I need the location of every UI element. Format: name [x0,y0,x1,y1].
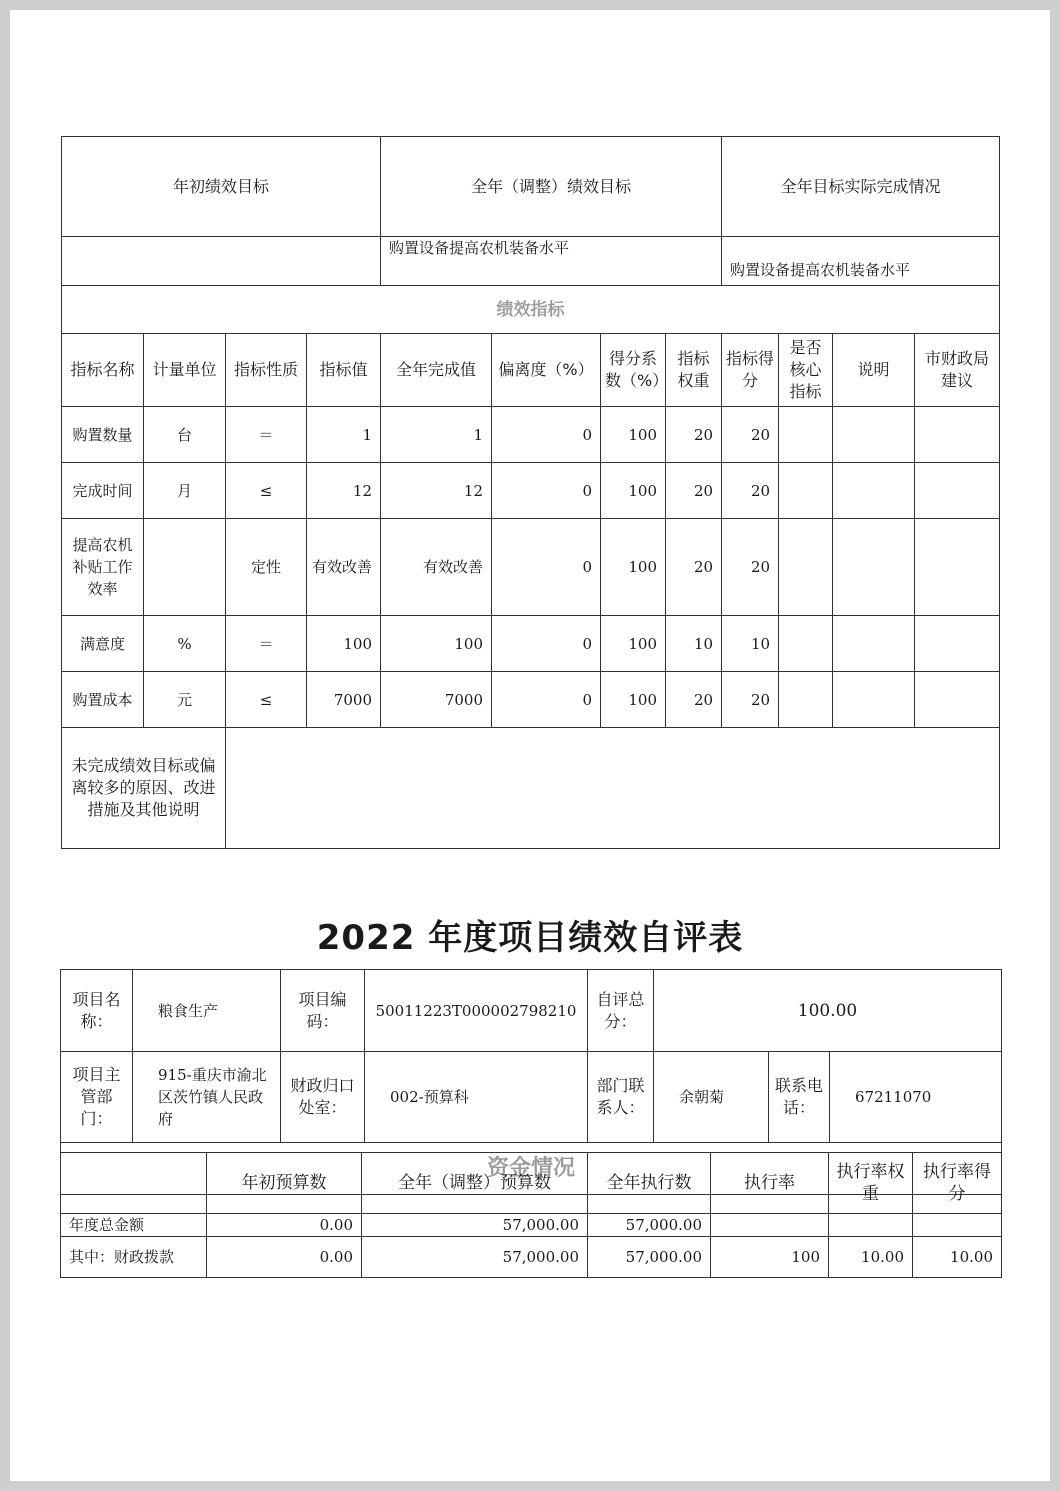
funds-adjusted: 57,000.00 [362,1214,588,1237]
funds-weight [829,1214,913,1237]
indicator-coef: 100 [601,672,666,728]
indicator-core [779,407,833,463]
indicator-weight: 20 [666,407,722,463]
funds-table [60,1152,1002,1278]
indicator-coef: 100 [601,616,666,672]
indicator-nature: 定性 [226,519,307,616]
project-name: 粮食生产 [133,970,281,1052]
indicator-actual: 7000 [381,672,492,728]
actual-completion-value: 购置设备提高农机装备水平 [722,237,1000,286]
funds-weight: 10.00 [829,1237,913,1278]
contact: 余朝菊 [654,1052,769,1143]
indicator-value: 12 [307,463,381,519]
indicator-weight: 20 [666,672,722,728]
funds-initial: 0.00 [207,1214,362,1237]
indicator-actual: 100 [381,616,492,672]
phone: 67211070 [830,1052,1002,1143]
indicator-advice [915,407,1000,463]
indicator-row [62,672,1000,728]
funds-section-title: 资金情况 [61,1143,1002,1195]
indicator-actual: 1 [381,407,492,463]
indicator-deviation: 0 [492,519,601,616]
funds-executed: 57,000.00 [588,1214,711,1237]
reason-label: 未完成绩效目标或偏离较多的原因、改进措施及其他说明 [62,728,226,849]
indicator-advice [915,519,1000,616]
funds-rate: 100 [711,1237,829,1278]
form-title: 2022 年度项目绩效自评表 [316,918,744,958]
indicator-unit: 元 [144,672,226,728]
indicator-name: 满意度 [62,616,144,672]
col-header-weight: 指标权重 [666,334,722,407]
office: 002-预算科 [365,1052,588,1143]
funds-score: 10.00 [913,1237,1002,1278]
funds-col-header-rate: 执行率 [711,1153,829,1214]
funds-col-header-initial: 年初预算数 [207,1153,362,1214]
indicator-note [833,463,915,519]
indicator-core [779,616,833,672]
col-header-name: 指标名称 [62,334,144,407]
indicator-actual: 12 [381,463,492,519]
indicator-score: 20 [722,463,779,519]
funds-executed: 57,000.00 [588,1237,711,1278]
col-header-actual: 全年完成值 [381,334,492,407]
indicator-note [833,519,915,616]
indicator-coef: 100 [601,463,666,519]
indicator-coef: 100 [601,407,666,463]
office-label: 财政归口处室： [281,1052,365,1143]
indicator-note [833,407,915,463]
funds-row-label: 其中：财政拨款 [61,1237,207,1278]
funds-rate [711,1214,829,1237]
col-header-coef: 得分系数（%） [601,334,666,407]
indicator-score: 20 [722,519,779,616]
indicator-nature: ＝ [226,616,307,672]
indicator-advice [915,672,1000,728]
col-header-unit: 计量单位 [144,334,226,407]
funds-header-row [61,1153,1002,1214]
indicator-value: 100 [307,616,381,672]
indicator-deviation: 0 [492,672,601,728]
adjusted-goal-value: 购置设备提高农机装备水平 [381,237,722,286]
actual-completion-header: 全年目标实际完成情况 [722,137,1000,237]
indicator-score: 20 [722,407,779,463]
col-header-value: 指标值 [307,334,381,407]
indicator-row [62,407,1000,463]
adjusted-goal-header: 全年（调整）绩效目标 [381,137,722,237]
indicator-score: 20 [722,672,779,728]
col-header-deviation: 偏离度（%） [492,334,601,407]
indicator-actual: 有效改善 [381,519,492,616]
indicator-core [779,463,833,519]
indicator-unit: 月 [144,463,226,519]
indicator-advice [915,616,1000,672]
phone-label: 联系电话： [769,1052,830,1143]
col-header-score: 指标得分 [722,334,779,407]
funds-row [61,1214,1002,1237]
funds-col-header-weight: 执行率权重 [829,1153,913,1214]
indicator-weight: 20 [666,519,722,616]
indicator-unit [144,519,226,616]
indicator-column-header-row [62,334,1000,407]
indicator-name: 提高农机补贴工作效率 [62,519,144,616]
self-score-label: 自评总分： [588,970,654,1052]
indicator-note [833,616,915,672]
funds-row [61,1237,1002,1278]
indicator-nature: ≤ [226,672,307,728]
indicator-unit: % [144,616,226,672]
col-header-core: 是否核心指标 [779,334,833,407]
initial-goal-value [62,237,381,286]
indicator-deviation: 0 [492,407,601,463]
indicator-nature: ＝ [226,407,307,463]
contact-label: 部门联系人： [588,1052,654,1143]
indicator-score: 10 [722,616,779,672]
indicator-row [62,463,1000,519]
indicator-value: 1 [307,407,381,463]
indicator-unit: 台 [144,407,226,463]
project-code-label: 项目编码： [281,970,365,1052]
initial-goal-header: 年初绩效目标 [62,137,381,237]
indicator-name: 购置成本 [62,672,144,728]
reason-value [226,728,1000,849]
indicator-weight: 10 [666,616,722,672]
indicator-nature: ≤ [226,463,307,519]
funds-score [913,1214,1002,1237]
indicator-advice [915,463,1000,519]
indicator-row [62,616,1000,672]
self-score: 100.00 [654,970,1002,1052]
indicator-deviation: 0 [492,616,601,672]
dept: 915-重庆市渝北区茨竹镇人民政府 [133,1052,281,1143]
funds-initial: 0.00 [207,1237,362,1278]
dept-label: 项目主管部门： [61,1052,133,1143]
col-header-note: 说明 [833,334,915,407]
project-name-label: 项目名称： [61,970,133,1052]
indicator-section-title: 绩效指标 [62,286,1000,334]
indicator-coef: 100 [601,519,666,616]
col-header-advice: 市财政局建议 [915,334,1000,407]
indicator-deviation: 0 [492,463,601,519]
indicator-name: 完成时间 [62,463,144,519]
indicator-core [779,519,833,616]
funds-col-header-score: 执行率得分 [913,1153,1002,1214]
funds-col-header-label [61,1153,207,1214]
indicator-weight: 20 [666,463,722,519]
funds-adjusted: 57,000.00 [362,1237,588,1278]
indicator-row [62,519,1000,616]
indicator-name: 购置数量 [62,407,144,463]
performance-indicator-table [61,136,1000,849]
col-header-nature: 指标性质 [226,334,307,407]
document-page [10,10,1050,1481]
funds-col-header-executed: 全年执行数 [588,1153,711,1214]
funds-col-header-adjusted: 全年（调整）预算数 [362,1153,588,1214]
indicator-value: 有效改善 [307,519,381,616]
indicator-note [833,672,915,728]
funds-row-label: 年度总金额 [61,1214,207,1237]
project-code: 50011223T000002798210 [365,970,588,1052]
indicator-core [779,672,833,728]
indicator-value: 7000 [307,672,381,728]
